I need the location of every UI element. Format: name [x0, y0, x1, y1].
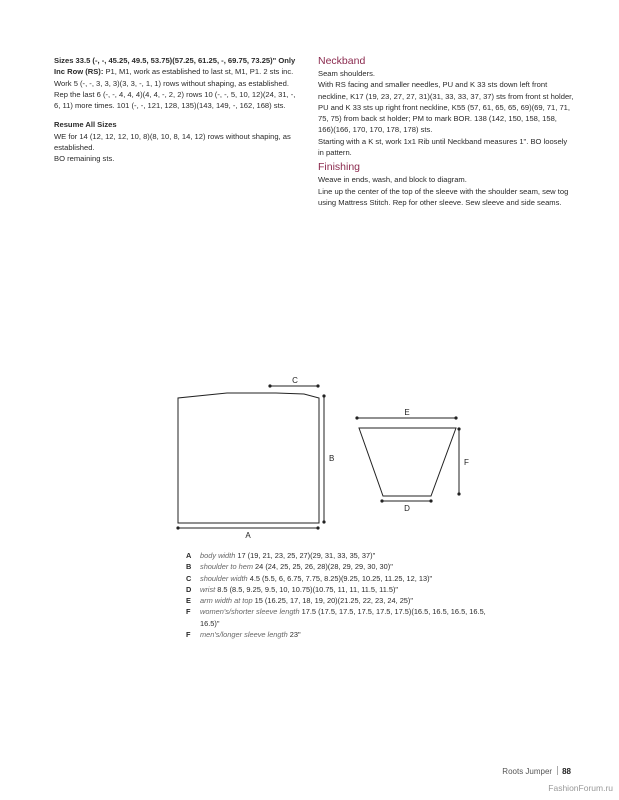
- legend-term: arm width at top: [200, 596, 253, 606]
- legend-value: 4.5 (5.5, 6, 6.75, 7.75, 8.25)(9.25, 10.25, 11.25, 12, 13)": [247, 573, 433, 583]
- legend-letter: F: [186, 630, 191, 640]
- inc-row-text: P1, M1, work as established to last st, M1, P1. 2 sts inc.: [103, 67, 294, 77]
- dimension-a-end-left: [176, 526, 179, 529]
- legend-value: 24 (24, 25, 25, 26, 28)(28, 29, 29, 30, 30)": [253, 562, 393, 572]
- dimension-d-end-right: [429, 499, 432, 502]
- legend-value: 17 (19, 21, 23, 25, 27)(29, 31, 33, 35, 37)": [235, 551, 376, 560]
- dimension-d-end-left: [380, 499, 383, 502]
- work-rows-paragraph: Work 5 (-, -, 3, 3, 3)(3, 3, -, 1, 1) rows without shaping, as established.: [54, 78, 289, 88]
- page-footer: [502, 766, 571, 776]
- legend-row: [186, 561, 486, 572]
- footer-divider: [557, 766, 558, 775]
- dimension-b-label: B: [329, 454, 335, 463]
- sizes-heading: Sizes 33.5 (-, -, 45.25, 49.5, 53.75)(57.25, 61.25, -, 69.75, 73.25)" Only: [54, 56, 296, 65]
- dimension-c-end-right: [316, 384, 319, 387]
- legend-term: women's/shorter sleeve length: [200, 607, 300, 617]
- legend-value: 17.5 (17.5, 17.5, 17.5, 17.5, 17.5)(16.5, 16.5, 16.5, 16.5, 16.5)": [200, 607, 486, 628]
- footer-title: Roots Jumper: [502, 767, 553, 776]
- legend-row: [186, 584, 486, 595]
- dimension-a-end-right: [316, 526, 319, 529]
- legend-term: shoulder width: [200, 573, 248, 583]
- legend-term: body width: [200, 551, 236, 560]
- dimension-f-end-bottom: [457, 492, 460, 495]
- legend-row: [186, 629, 486, 640]
- legend-letter: C: [186, 573, 192, 583]
- we-paragraph: WE for 14 (12, 12, 12, 10, 8)(8, 10, 8, 14, 12) rows without shaping, as established.: [54, 131, 291, 153]
- repeat-paragraph: Rep the last 6 (-, -, 4, 4, 4)(4, 4, -, 2, 2) rows 10 (-, -, 5, 10, 12)(24, 31, -, 6, 11) more times. 101 (-, -, 121, 128, 135)(143, 149, -, 162, 168) sts.: [54, 89, 296, 111]
- legend-value: 23": [287, 630, 301, 640]
- legend-row: [186, 595, 486, 606]
- dimension-c-end-left: [268, 384, 271, 387]
- legend-letter: B: [186, 562, 192, 572]
- dimension-c-label: C: [292, 376, 298, 385]
- legend-letter: F: [186, 607, 191, 617]
- measurement-legend: [186, 550, 486, 640]
- sleeve-schematic: [359, 428, 456, 496]
- dimension-a-label: A: [245, 531, 251, 540]
- legend-row: [186, 550, 486, 561]
- dimension-d-label: D: [404, 504, 410, 513]
- legend-term: wrist: [200, 584, 216, 594]
- legend-letter: E: [186, 596, 191, 606]
- finishing-step-2: Line up the center of the top of the sleeve with the shoulder seam, sew tog using Mattress Stitch. Rep for other sleeve. Sew sleeve and side seams.: [318, 186, 569, 207]
- legend-value: 8.5 (8.5, 9.25, 9.5, 10, 10.75)(10.75, 11, 11, 11.5, 11.5)": [215, 584, 399, 594]
- dimension-e-label: E: [404, 408, 410, 417]
- bo-paragraph: BO remaining sts.: [54, 154, 115, 164]
- watermark: FashionForum.ru: [548, 783, 613, 793]
- dimension-f-label: F: [464, 458, 469, 467]
- body-schematic: [178, 393, 319, 523]
- neckband-title: Neckband: [318, 55, 366, 67]
- resume-heading: Resume All Sizes: [54, 120, 117, 130]
- dimension-e-end-right: [454, 416, 457, 419]
- legend-term: men's/longer sleeve length: [200, 630, 288, 640]
- dimension-b-end-bottom: [322, 520, 325, 523]
- legend-term: shoulder to hem: [200, 562, 253, 572]
- neckband-step-1: Seam shoulders.: [318, 69, 375, 78]
- dimension-e-end-left: [355, 416, 358, 419]
- finishing-title: Finishing: [318, 161, 361, 174]
- page-number: 88: [562, 767, 571, 776]
- legend-row: [186, 573, 486, 584]
- finishing-step-1: Weave in ends, wash, and block to diagram.: [318, 175, 467, 185]
- dimension-f-end-top: [457, 427, 460, 430]
- inc-row-label: Inc Row (RS):: [54, 67, 104, 77]
- legend-value: 15 (16.25, 17, 18, 19, 20)(21.25, 22, 23, 24, 25)": [252, 596, 413, 606]
- legend-letter: D: [186, 584, 192, 594]
- legend-row: [186, 606, 486, 629]
- dimension-b-end-top: [322, 394, 325, 397]
- neckband-step-2: With RS facing and smaller needles, PU and K 33 sts down left front neckline, K17 (19, 23, 27, 27, 31)(31, 33, 33, 37, 37) sts from front st holder, PU and K 33 sts up right front neckline, K55 (57, 61, 65, 65, 69)(69, 71, 71, 75, 75) from back st holder; PM to mark BOR. 138 (142, 150, 158, 158, 166)(166, 170, 170, 178, 178) sts.: [318, 80, 574, 135]
- legend-letter: A: [186, 551, 192, 560]
- neckband-step-3: Starting with a K st, work 1x1 Rib until Neckband measures 1". BO loosely in pattern.: [318, 136, 568, 158]
